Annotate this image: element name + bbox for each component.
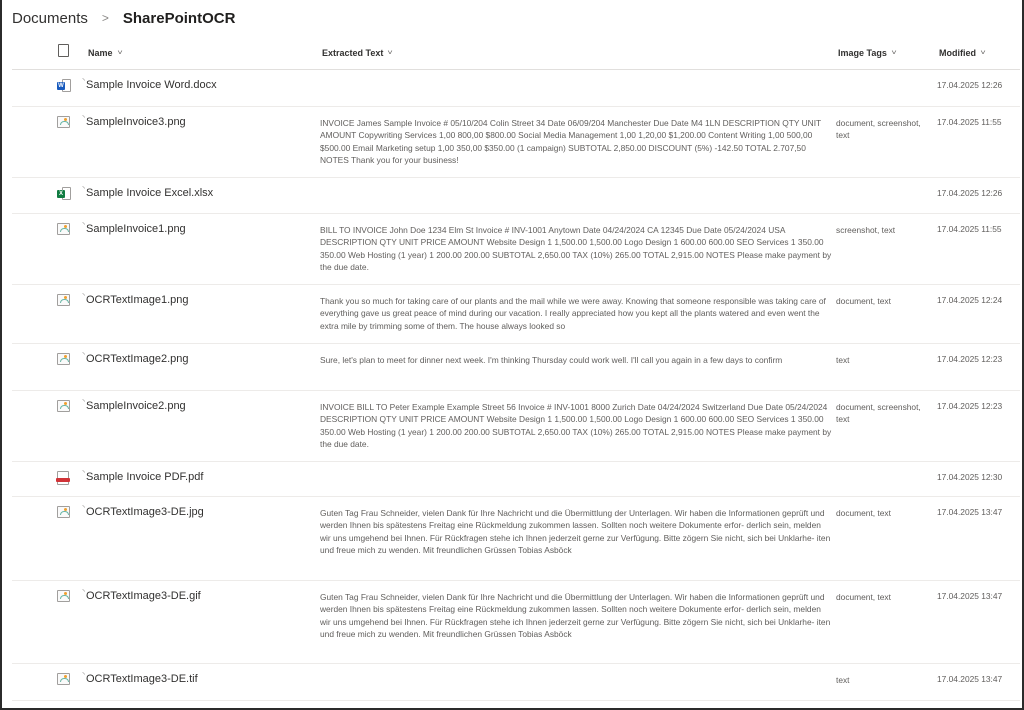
- image-icon: [57, 673, 71, 687]
- table-row[interactable]: [12, 664, 1020, 701]
- chevron-down-icon: ˅: [387, 49, 394, 57]
- excel-icon: X: [57, 187, 71, 201]
- new-file-icon: ⸜: [82, 75, 86, 82]
- image-tags: document, screenshot, text: [836, 402, 921, 425]
- image-icon: [57, 506, 71, 520]
- chevron-down-icon: ˅: [980, 49, 986, 57]
- column-header-name-label: Name: [88, 48, 113, 58]
- column-header-modified[interactable]: [939, 48, 985, 58]
- file-name-link[interactable]: [82, 219, 186, 235]
- extracted-text: BILL TO INVOICE John Doe 1234 Elm St Invoice # INV-1001 Anytown Date 04/24/2024 CA 12345 Due Date 05/24/2024 USA DESCRIPTION QTY UNIT PRICE AMOUNT Website Design 1 1,500.00 1,500.00 Logo Design 1 600.00 600.00 SEO Services 1 350.00 350.00 Web Hosting (1 year) 1 200.00 200.00 SUBTOTAL 2,650.00 TAX (10%) 265.00 TOTAL 2,915.00 NOTES Please make payment by the due date.: [320, 225, 832, 273]
- chevron-right-icon: >: [101, 11, 109, 25]
- file-name: SampleInvoice3.png: [86, 116, 186, 128]
- column-header-name[interactable]: [88, 48, 122, 58]
- column-header-file-type[interactable]: [58, 44, 69, 57]
- chevron-down-icon: ˅: [891, 49, 897, 57]
- image-icon: [57, 223, 71, 237]
- extracted-text: Sure, let's plan to meet for dinner next week. I'm thinking Thursday could work well. I'll call you again in a few days to confirm: [320, 355, 783, 365]
- table-row[interactable]: [12, 178, 1020, 214]
- extracted-text: Guten Tag Frau Schneider, vielen Dank für Ihre Nachricht und die Übermittlung der Unterlagen. Wir haben die Informationen geprüft und werden Ihnen bis spätestens Freitag eine Rückmeldung zukommen lassen. Sollten noch weitere Dokumente erfor- derlich sein, melden wir uns umgehend bei Ihnen. Für Rückfragen stehe ich Ihnen jederzeit gerne zur Verfügung. Bitte zögern Sie nicht, sich bei Unklarhe- iten und freue mich zu wenden. Mit freundlichen Grüssen Tobias Asböck: [320, 592, 831, 640]
- file-name: OCRTextImage3-DE.tif: [86, 673, 198, 685]
- extracted-text: Thank you so much for taking care of our plants and the mail while we were away. Knowing that someone responsible was taking care of everything gave us great peace of mind during our vacation. I really appreciated how you kept all the plants watered and even went the extra mile by trimming some of them. The house always looked so: [320, 296, 826, 331]
- column-header-row: [12, 36, 1020, 70]
- extracted-text: Guten Tag Frau Schneider, vielen Dank für Ihre Nachricht und die Übermittlung der Unterlagen. Wir haben die Informationen geprüft und werden Ihnen bis spätestens Freitag eine Rückmeldung zukommen lassen. Sollten noch weitere Dokumente erfor- derlich sein, melden wir uns umgehend bei Ihnen. Für Rückfragen stehe ich Ihnen jederzeit gerne zur Verfügung. Bitte zögern Sie nicht, sich bei Unklarhe- iten und freue mich zu wenden. Mit freundlichen Grüssen Tobias Asböck: [320, 508, 831, 556]
- new-file-icon: ⸜: [82, 183, 86, 190]
- table-row[interactable]: [12, 497, 1020, 581]
- column-header-modified-label: Modified: [939, 48, 976, 58]
- new-file-icon: ⸜: [82, 219, 86, 226]
- file-name: OCRTextImage2.png: [86, 353, 189, 365]
- extracted-text: INVOICE James Sample Invoice # 05/10/204 Colin Street 34 Date 06/09/204 Manchester Due Date M4 1LN DESCRIPTION QTY UNIT AMOUNT Copywriting Services 1,00 800,00 $800.00 Social Media Management 1,00 1,20,00 $1,200.00 Content Writing 1,00 500,00 $500.00 Email Marketing setup 1,00 350,00 $350.00 (1 campaign) SUBTOTAL 2,850.00 DISCOUNT (5%) -142.50 TOTAL 2.707,50 NOTES Thank you for your business!: [320, 118, 822, 166]
- column-header-extracted-text-label: Extracted Text: [322, 48, 384, 58]
- modified-date: 17.04.2025 12:24: [937, 295, 1003, 305]
- file-name-link[interactable]: [82, 290, 189, 306]
- file-name-link[interactable]: [82, 502, 204, 518]
- new-file-icon: ⸜: [82, 502, 86, 509]
- file-name-link[interactable]: [82, 112, 186, 128]
- new-file-icon: ⸜: [82, 290, 86, 297]
- new-file-icon: ⸜: [82, 396, 86, 403]
- new-file-icon: ⸜: [82, 112, 86, 119]
- file-name: SampleInvoice1.png: [86, 223, 186, 235]
- table-row[interactable]: [12, 391, 1020, 462]
- modified-date: 17.04.2025 12:30: [937, 472, 1003, 482]
- file-name-link[interactable]: [82, 467, 204, 483]
- modified-date: 17.04.2025 11:55: [937, 224, 1002, 234]
- file-name-link[interactable]: [82, 183, 214, 199]
- new-file-icon: ⸜: [82, 467, 86, 474]
- column-header-image-tags-label: Image Tags: [838, 48, 887, 58]
- image-icon: [57, 116, 71, 130]
- table-row[interactable]: [12, 462, 1020, 497]
- breadcrumb-current-folder: SharePointOCR: [122, 9, 236, 27]
- new-file-icon: ⸜: [82, 349, 86, 356]
- image-tags: document, screenshot, text: [836, 118, 921, 141]
- new-file-icon: ⸜: [82, 586, 86, 593]
- file-name-link[interactable]: [82, 669, 198, 685]
- file-name: Sample Invoice Excel.xlsx: [86, 187, 214, 199]
- table-row[interactable]: [12, 581, 1020, 664]
- modified-date: 17.04.2025 13:47: [937, 674, 1003, 684]
- table-row[interactable]: [12, 344, 1020, 391]
- table-row[interactable]: [12, 70, 1020, 107]
- column-header-extracted-text[interactable]: [322, 48, 392, 58]
- image-icon: [57, 400, 71, 414]
- file-name-link[interactable]: [82, 396, 186, 412]
- new-file-icon: ⸜: [82, 669, 86, 676]
- file-name-link[interactable]: [82, 75, 217, 91]
- image-icon: [57, 590, 71, 604]
- modified-date: 17.04.2025 12:23: [937, 401, 1003, 411]
- file-name: OCRTextImage3-DE.jpg: [86, 506, 204, 518]
- column-header-image-tags[interactable]: [838, 48, 896, 58]
- image-tags: screenshot, text: [836, 225, 896, 235]
- file-name-link[interactable]: [82, 349, 189, 365]
- image-tags: text: [836, 675, 850, 685]
- file-name: Sample Invoice PDF.pdf: [86, 471, 204, 483]
- extracted-text: INVOICE BILL TO Peter Example Example Street 56 Invoice # INV-1001 8000 Zurich Date 04/24/2024 Switzerland Due Date 05/24/2024 DESCRIPTION QTY UNIT PRICE AMOUNT Website Design 1 1,500.00 1,500.00 Logo Design 1 600.00 600.00 SEO Services 1 350.00 350.00 Web Hosting (1 year) 1 200.00 200.00 SUBTOTAL 2,650.00 TAX (10%) 265.00 TOTAL 2,915.00 NOTES Please make payment by the due date.: [320, 402, 832, 450]
- modified-date: 17.04.2025 11:55: [937, 117, 1002, 127]
- modified-date: 17.04.2025 13:47: [937, 591, 1003, 601]
- file-list: [12, 36, 1020, 701]
- pdf-icon: [57, 471, 71, 485]
- breadcrumb-documents[interactable]: Documents: [12, 9, 88, 27]
- chevron-down-icon: ˅: [116, 49, 123, 57]
- modified-date: 17.04.2025 12:26: [937, 188, 1003, 198]
- image-icon: [57, 294, 71, 308]
- file-name: OCRTextImage3-DE.gif: [86, 590, 201, 602]
- table-row[interactable]: [12, 285, 1020, 344]
- table-row[interactable]: [12, 107, 1020, 178]
- image-tags: document, text: [836, 296, 891, 306]
- word-icon: W: [57, 79, 71, 93]
- table-row[interactable]: [12, 214, 1020, 285]
- file-icon: [58, 44, 69, 57]
- breadcrumb: [12, 6, 235, 30]
- image-icon: [57, 353, 71, 367]
- file-name-link[interactable]: [82, 586, 201, 602]
- image-tags: text: [836, 355, 850, 365]
- file-name: Sample Invoice Word.docx: [86, 79, 217, 91]
- file-name: OCRTextImage1.png: [86, 294, 189, 306]
- modified-date: 17.04.2025 12:26: [937, 80, 1003, 90]
- image-tags: document, text: [836, 592, 891, 602]
- modified-date: 17.04.2025 13:47: [937, 507, 1003, 517]
- file-name: SampleInvoice2.png: [86, 400, 186, 412]
- image-tags: document, text: [836, 508, 891, 518]
- modified-date: 17.04.2025 12:23: [937, 354, 1003, 364]
